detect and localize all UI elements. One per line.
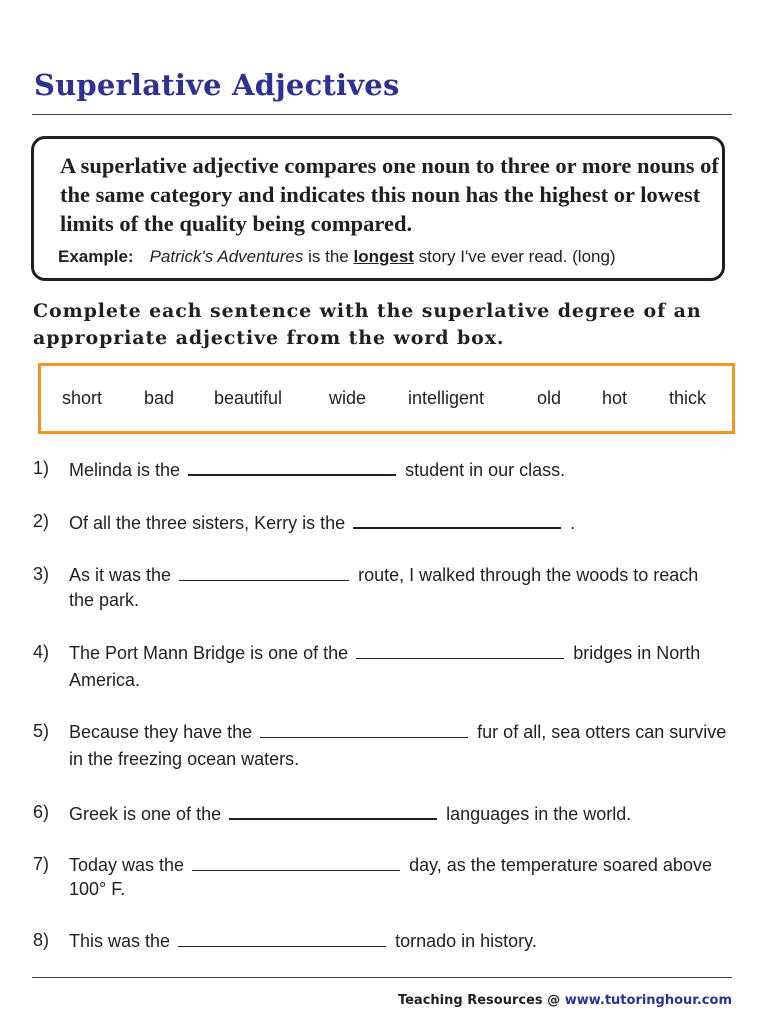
example-line xyxy=(58,247,616,267)
instructions: Complete each sentence with the superlative degree of an appropriate adjective from the word box. xyxy=(33,300,702,349)
example-text-post: story I've ever read. (long) xyxy=(413,247,616,266)
question-text-continued: in the freezing ocean waters. xyxy=(69,749,300,769)
question-number: 8) xyxy=(33,930,50,950)
question-text-after: . xyxy=(570,513,576,533)
example-text-pre: is the xyxy=(303,247,354,266)
question-text-after: bridges in North xyxy=(573,643,701,663)
word-box-item: short xyxy=(62,388,103,408)
word-box-item: thick xyxy=(669,388,707,408)
question-number: 4) xyxy=(33,642,50,662)
definition-box xyxy=(31,136,725,281)
answer-blank[interactable] xyxy=(188,458,396,476)
question-number: 1) xyxy=(33,458,50,478)
answer-blank[interactable] xyxy=(178,930,386,947)
question-number: 3) xyxy=(33,564,50,584)
question-text-before: Because they have the xyxy=(69,722,253,742)
example-answer: longest xyxy=(353,247,414,266)
question-number: 2) xyxy=(33,511,50,531)
word-box-item: beautiful xyxy=(214,388,283,408)
question-text-continued: America. xyxy=(69,670,141,690)
question-text-after: student in our class. xyxy=(405,460,566,480)
word-box-item: hot xyxy=(602,388,628,408)
word-box xyxy=(38,363,735,434)
question-text-before: Melinda is the xyxy=(69,460,181,480)
answer-blank[interactable] xyxy=(353,511,561,529)
footer xyxy=(398,993,732,1008)
question-text-before: Greek is one of the xyxy=(69,804,222,824)
word-box-item: old xyxy=(537,388,562,408)
example-label: Example: xyxy=(58,247,134,266)
question-text-continued: the park. xyxy=(69,590,140,610)
question-number: 5) xyxy=(33,721,50,741)
question-text-before: This was the xyxy=(69,931,171,951)
question-number: 6) xyxy=(33,802,50,822)
answer-blank[interactable] xyxy=(192,854,400,871)
question-text-continued: 100° F. xyxy=(69,879,126,899)
footer-label: Teaching Resources @ xyxy=(397,993,565,1008)
question-text-before: Of all the three sisters, Kerry is the xyxy=(69,513,346,533)
footer-divider xyxy=(32,977,732,978)
answer-blank[interactable] xyxy=(229,802,437,820)
question-text-before: Today was the xyxy=(69,855,185,875)
question-text-after: tornado in history. xyxy=(395,931,537,951)
question-number: 7) xyxy=(33,854,50,874)
definition-text: A superlative adjective compares one noun to three or more nouns of the same category and indicates this noun has the highest or lowest limits of the quality being compared. xyxy=(60,153,719,236)
answer-blank[interactable] xyxy=(179,564,349,581)
page-title: Superlative Adjectives xyxy=(34,68,400,102)
answer-blank[interactable] xyxy=(356,642,564,659)
footer-url-link[interactable]: www.tutoringhour.com xyxy=(564,993,732,1008)
question-text-after: day, as the temperature soared above xyxy=(409,855,712,875)
question-text-after: route, I walked through the woods to reach xyxy=(358,565,699,585)
word-box-item: wide xyxy=(329,388,367,408)
answer-blank[interactable] xyxy=(260,721,468,738)
word-box-item: bad xyxy=(144,388,175,408)
question-text-before: The Port Mann Bridge is one of the xyxy=(69,643,349,663)
question-text-after: languages in the world. xyxy=(446,804,632,824)
example-book-title: Patrick's Adventures xyxy=(149,247,304,266)
word-box-item: intelligent xyxy=(408,388,485,408)
question-text-before: As it was the xyxy=(69,565,172,585)
title-divider xyxy=(32,114,732,115)
question-text-after: fur of all, sea otters can survive xyxy=(477,722,727,742)
